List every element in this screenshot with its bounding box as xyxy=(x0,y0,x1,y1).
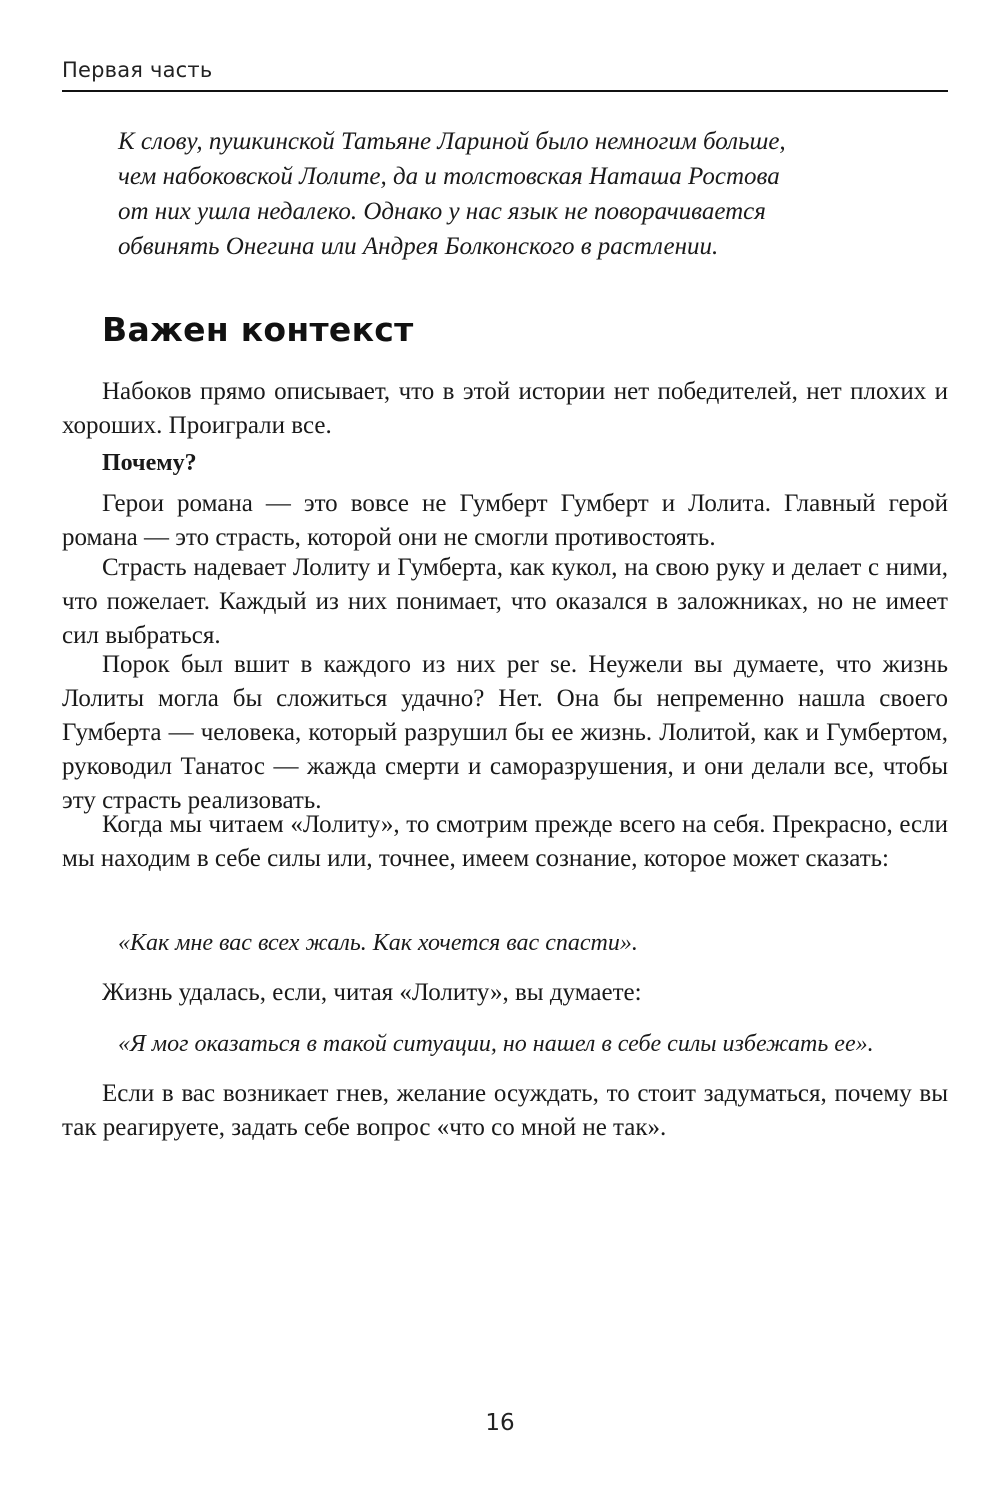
epigraph-line: К слову, пушкинской Татьяне Лариной было немногим больше, xyxy=(118,128,786,155)
quote: «Как мне вас всех жаль. Как хочется вас спасти». xyxy=(118,930,638,956)
epigraph-line: чем набоковской Лолите, да и толстовская Наташа Ростова xyxy=(118,163,780,190)
intro-paragraph: Набоков прямо описывает, что в этой истории нет победителей, нет плохих и хороших. Проиграли все. xyxy=(62,378,948,439)
epigraph-line: от них ушла недалеко. Однако у нас язык не поворачивается xyxy=(118,198,766,225)
paragraph: Жизнь удалась, если, читая «Лолиту», вы думаете: xyxy=(102,979,642,1006)
page-number: 16 xyxy=(485,1410,515,1436)
paragraph: Порок был вшит в каждого из них per se. Неужели вы думаете, что жизнь Лолиты могла бы сложиться удачно? Нет. Она бы непременно нашла своего Гумберта — человека, который разрушил бы ее жизнь. Лолитой, как и Гумбертом, руководил Танатос — жажда смерти и саморазрушения, и они делали все, чтобы эту страсть реализовать. xyxy=(62,651,948,814)
running-head: Первая часть xyxy=(62,58,213,82)
header-rule xyxy=(62,90,948,92)
epigraph-line: обвинять Онегина или Андрея Болконского в растлении. xyxy=(118,233,719,260)
paragraph: Герои романа — это вовсе не Гумберт Гумберт и Лолита. Главный герой романа — это страсть, которой они не смогли противостоять. xyxy=(62,490,948,551)
closing-paragraph: Если в вас возникает гнев, желание осуждать, то стоит задуматься, почему вы так реагируете, задать себе вопрос «что со мной не так». xyxy=(62,1080,948,1141)
paragraph: Когда мы читаем «Лолиту», то смотрим прежде всего на себя. Прекрасно, если мы находим в себе силы или, точнее, имеем сознание, которое может сказать: xyxy=(62,811,948,872)
quote: «Я мог оказаться в такой ситуации, но нашел в себе силы избежать ее». xyxy=(118,1031,874,1057)
subheading: Почему? xyxy=(102,450,197,476)
section-title: Важен контекст xyxy=(102,310,414,349)
epigraph xyxy=(118,124,878,264)
paragraph: Страсть надевает Лолиту и Гумберта, как кукол, на свою руку и делает с ними, что пожелает. Каждый из них понимает, что оказался в заложниках, но не имеет сил выбраться. xyxy=(62,554,948,649)
